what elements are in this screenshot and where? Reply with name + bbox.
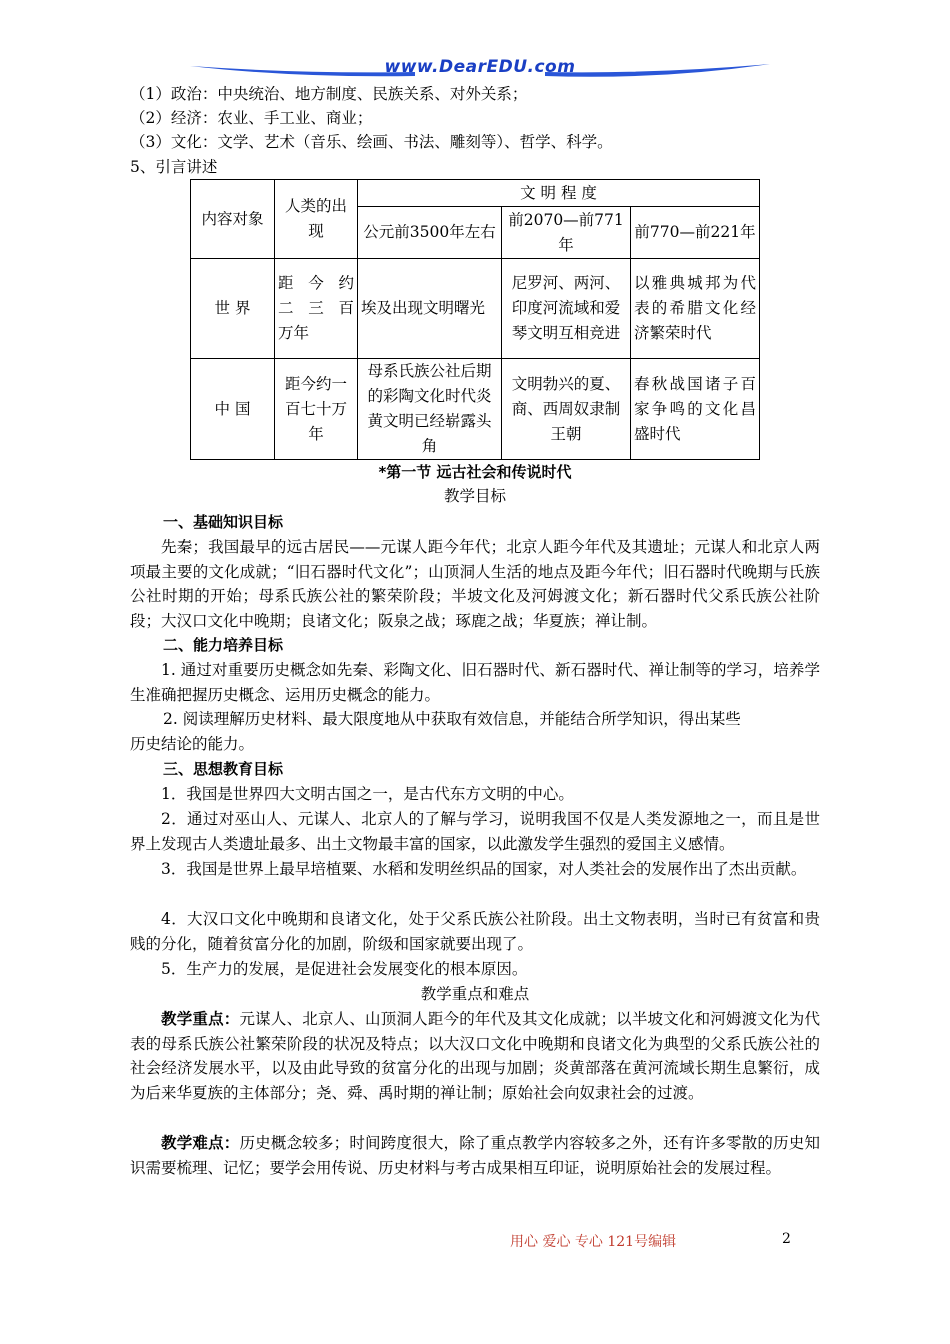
- key-points-text: 元谋人、北京人、山顶洞人距今的年代及其文化成就；以半坡文化和河姆渡文化为代表的母系氏族公社繁荣阶段的状况及特点；以大汉口文化中晚期和良诸文化为典型的父系氏族公社的社会经济发展水平，以及由此导致的贫富分化的出现与加剧；炎黄部落在黄河流域长期生息繁衍，成为后来华夏族的主体部分；尧、舜、禹时期的禅让制；原始社会向奴隶社会的过渡。: [130, 1010, 820, 1102]
- ideology-item-2: 2．通过对巫山人、元谋人、北京人的了解与学习，说明我国不仅是人类发源地之一，而且是世界上发现古人类遗址最多、出土文物最丰富的国家，以此激发学生强烈的爱国主义感情。: [130, 810, 820, 853]
- table-head-content: 内容对象: [191, 180, 275, 259]
- ability-item-2b: 历史结论的能力。: [130, 735, 255, 753]
- table-col-3: 前770—前221年: [631, 207, 760, 259]
- table-col-2: 前2070—前771年: [502, 207, 631, 259]
- table-cell-world-c1: 埃及出现文明曙光: [358, 259, 502, 359]
- table-cell-china-c1: 母系氏族公社后期的彩陶文化时代炎黄文明已经崭露头角: [358, 359, 502, 460]
- table-cell-world-c3: 以雅典城邦为代表的希腊文化经济繁荣时代: [631, 259, 760, 359]
- table-cell-china-c2: 文明勃兴的夏、商、西周奴隶制王朝: [502, 359, 631, 460]
- table-row-china-label: 中 国: [191, 359, 275, 460]
- key-difficult-title: 教学重点和难点: [420, 985, 530, 1003]
- goals-title: 教学目标: [443, 487, 506, 505]
- table-row-world-label: 世 界: [191, 259, 275, 359]
- basic-knowledge-text: 先秦；我国最早的远古居民——元谋人距今年代；北京人距今年代及其遗址；元谋人和北京人两项最主要的文化成就；“旧石器时代文化”；山顶洞人生活的地点及距今年代；旧石器时代晚期与氏族公社时期的开始；母系氏族公社的繁荣阶段；半坡文化及河姆渡文化；新石器时代父系氏族公社阶段；大汉口文化中晚期；良诸文化；阪泉之战；琢鹿之战；华夏族；禅让制。: [130, 538, 820, 630]
- ability-item-1: 1. 通过对重要历史概念如先秦、彩陶文化、旧石器时代、新石器时代、禅让制等的学习，培养学生准确把握历史概念、运用历史概念的能力。: [130, 661, 820, 704]
- page-number: 2: [782, 1231, 791, 1247]
- ideology-item-5: 5．生产力的发展，是促进社会发展变化的根本原因。: [161, 960, 528, 978]
- heading-basic-knowledge: 一、基础知识目标: [163, 513, 284, 531]
- site-url[interactable]: www.DearEDU.com: [384, 57, 576, 77]
- ideology-item-1: 1．我国是世界四大文明古国之一，是古代东方文明的中心。: [161, 785, 574, 803]
- footer-slogan: 用心 爱心 专心 121号编辑: [510, 1234, 677, 1250]
- key-points-label: 教学重点：: [161, 1009, 240, 1028]
- table-cell-china-human: 距今约一百七十万年: [275, 359, 358, 460]
- intro-item-1: （1）政治：中央统治、地方制度、民族关系、对外关系；: [130, 85, 528, 103]
- table-cell-world-c2: 尼罗河、两河、印度河流域和爱琴文明互相竞进: [502, 259, 631, 359]
- civilization-table: [190, 179, 760, 460]
- difficult-points-text: 历史概念较多；时间跨度很大，除了重点教学内容较多之外，还有许多零散的历史知识需要梳理、记忆；要学会用传说、历史材料与考古成果相互印证，说明原始社会的发展过程。: [130, 1134, 820, 1177]
- ideology-item-4: 4．大汉口文化中晚期和良诸文化，处于父系氏族公社阶段。出土文物表明，当时已有贫富和贵贱的分化，随着贫富分化的加剧，阶级和国家就要出现了。: [130, 910, 820, 953]
- section-title: *第一节 远古社会和传说时代: [378, 463, 572, 481]
- difficult-points-label: 教学难点：: [161, 1133, 240, 1152]
- table-head-civ: 文 明 程 度: [358, 180, 760, 207]
- table-cell-world-human: 距 今 约 二 三 百 万年: [275, 259, 358, 359]
- intro-item-5: 5、引言讲述: [130, 158, 218, 176]
- intro-item-3: （3）文化：文学、艺术（音乐、绘画、书法、雕刻等）、哲学、科学。: [130, 133, 613, 151]
- ability-item-2a: 2. 阅读理解历史材料、最大限度地从中获取有效信息，并能结合所学知识，得出某些: [163, 710, 741, 728]
- table-head-human: 人类的出现: [275, 180, 358, 259]
- table-cell-china-c3: 春秋战国诸子百家争鸣的文化昌盛时代: [631, 359, 760, 460]
- difficult-points: [130, 1131, 820, 1180]
- table-col-1: 公元前3500年左右: [358, 207, 502, 259]
- heading-ability: 二、能力培养目标: [163, 636, 284, 654]
- ideology-item-3: 3．我国是世界上最早培植粟、水稻和发明丝织品的国家，对人类社会的发展作出了杰出贡献。: [161, 860, 807, 878]
- intro-item-2: （2）经济：农业、手工业、商业；: [130, 109, 373, 127]
- heading-ideology: 三、思想教育目标: [163, 760, 284, 778]
- key-points: [130, 1007, 820, 1105]
